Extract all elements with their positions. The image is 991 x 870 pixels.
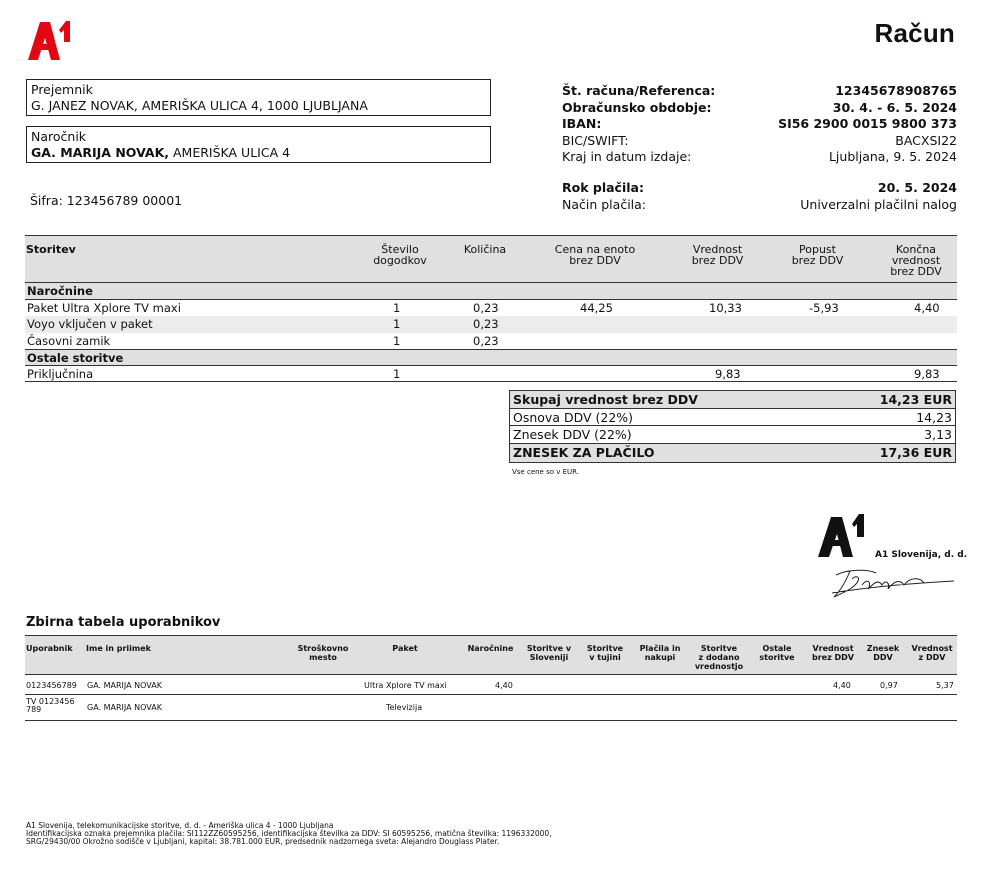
col-service: Storitev: [26, 243, 76, 256]
col-value: Vrednost brez DDV: [691, 243, 744, 267]
info-row: Kraj in datum izdaje: Ljubljana, 9. 5. 2024: [562, 149, 957, 164]
subscriber-box: [26, 126, 491, 163]
info-row: IBAN: SI56 2900 0015 9800 373: [562, 116, 957, 131]
total-row: Osnova DDV (22%) 14,23: [510, 409, 955, 427]
recipient-box: [26, 79, 491, 116]
subscriber-address: AMERIŠKA ULICA 4: [169, 145, 291, 160]
payment-row: Način plačila: Univerzalni plačilni nalog: [562, 196, 957, 212]
table-row: 0123456789 GA. MARIJA NOVAK Ultra Xplore TV maxi 4,40 4,40 0,97 5,37: [25, 676, 957, 695]
footer: [26, 822, 552, 846]
info-row: Št. računa/Referenca: 12345678908765: [562, 83, 957, 98]
signature-icon: [828, 563, 958, 601]
footer-line: SRG/29430/00 Okrožno sodišče v Ljubljani, kapital: 38.781.000 EUR, predsednik nadzornega sveta: Alejandro Douglass Plater.: [26, 837, 500, 846]
info-row: BIC/SWIFT: BACXSI22: [562, 132, 957, 148]
users-table-header: Uporabnik Ime in priimek Stroškovno mesto Paket Naročnine Storitve v Sloveniji Storitve v tujini Plačila in nakupi Storitve z dodano vrednostjo Ostale storitve Vrednost brez DDV Znesek DDV Vrednost z DDV: [25, 635, 957, 675]
services-table-header: [25, 235, 957, 283]
table-row: Voyo vključen v paket 1 0,23: [25, 316, 957, 333]
section-subscriptions: Naročnine: [25, 283, 957, 300]
col-discount: Popust brez DDV: [791, 243, 844, 267]
total-row: Skupaj vrednost brez DDV 14,23 EUR: [510, 391, 955, 409]
a1-logo: [26, 18, 72, 62]
total-row: Znesek DDV (22%) 3,13: [510, 426, 955, 444]
col-unit-price: Cena na enoto brez DDV: [554, 243, 636, 267]
users-table-title: Zbirna tabela uporabnikov: [26, 615, 221, 630]
customer-code: Šifra: 123456789 00001: [30, 193, 183, 208]
invoice-title: Račun: [874, 18, 955, 48]
table-row: Paket Ultra Xplore TV maxi 1 0,23 44,25 10,33 -5,93 4,40: [27, 300, 940, 315]
users-table: [25, 635, 957, 721]
total-row: ZNESEK ZA PLAČILO 17,36 EUR: [510, 444, 955, 462]
section-other-services: Ostale storitve: [25, 349, 957, 366]
table-row: Priključnina 1 9,83 9,83: [25, 366, 957, 383]
subscriber-name: GA. MARIJA NOVAK,: [31, 145, 170, 160]
company-name: A1 Slovenija, d. d.: [875, 550, 968, 560]
col-final: Končna vrednost brez DDV: [890, 243, 942, 278]
invoice-info: [562, 83, 957, 166]
footer-line: Identifikacijska oznaka prejemnika plačila: SI112ZZ60595256, identifikacijska številka za DDV: SI 60595256, matična številka: 1196332000,: [26, 829, 552, 838]
a1-logo-black: [816, 511, 866, 559]
table-row: TV 0123456 789 GA. MARIJA NOVAK Televizija: [25, 695, 957, 721]
subscriber-label: Naročnik: [31, 129, 87, 144]
services-table: [25, 235, 957, 382]
recipient-label: Prejemnik: [31, 82, 93, 97]
payment-row: Rok plačila: 20. 5. 2024: [562, 180, 957, 195]
payment-info: [562, 180, 957, 213]
currency-note: Vse cene so v EUR.: [512, 468, 579, 476]
recipient-value: G. JANEZ NOVAK, AMERIŠKA ULICA 4, 1000 LJUBLJANA: [31, 98, 368, 113]
footer-line: A1 Slovenija, telekomunikacijske storitve, d. d. - Ameriška ulica 4 - 1000 Ljubljana: [26, 821, 334, 830]
totals-box: [509, 390, 956, 463]
col-quantity: Količina: [463, 243, 507, 256]
col-events: Število dogodkov: [373, 243, 427, 267]
info-row: Obračunsko obdobje: 30. 4. - 6. 5. 2024: [562, 99, 957, 115]
table-row: Časovni zamik 1 0,23: [27, 333, 499, 348]
